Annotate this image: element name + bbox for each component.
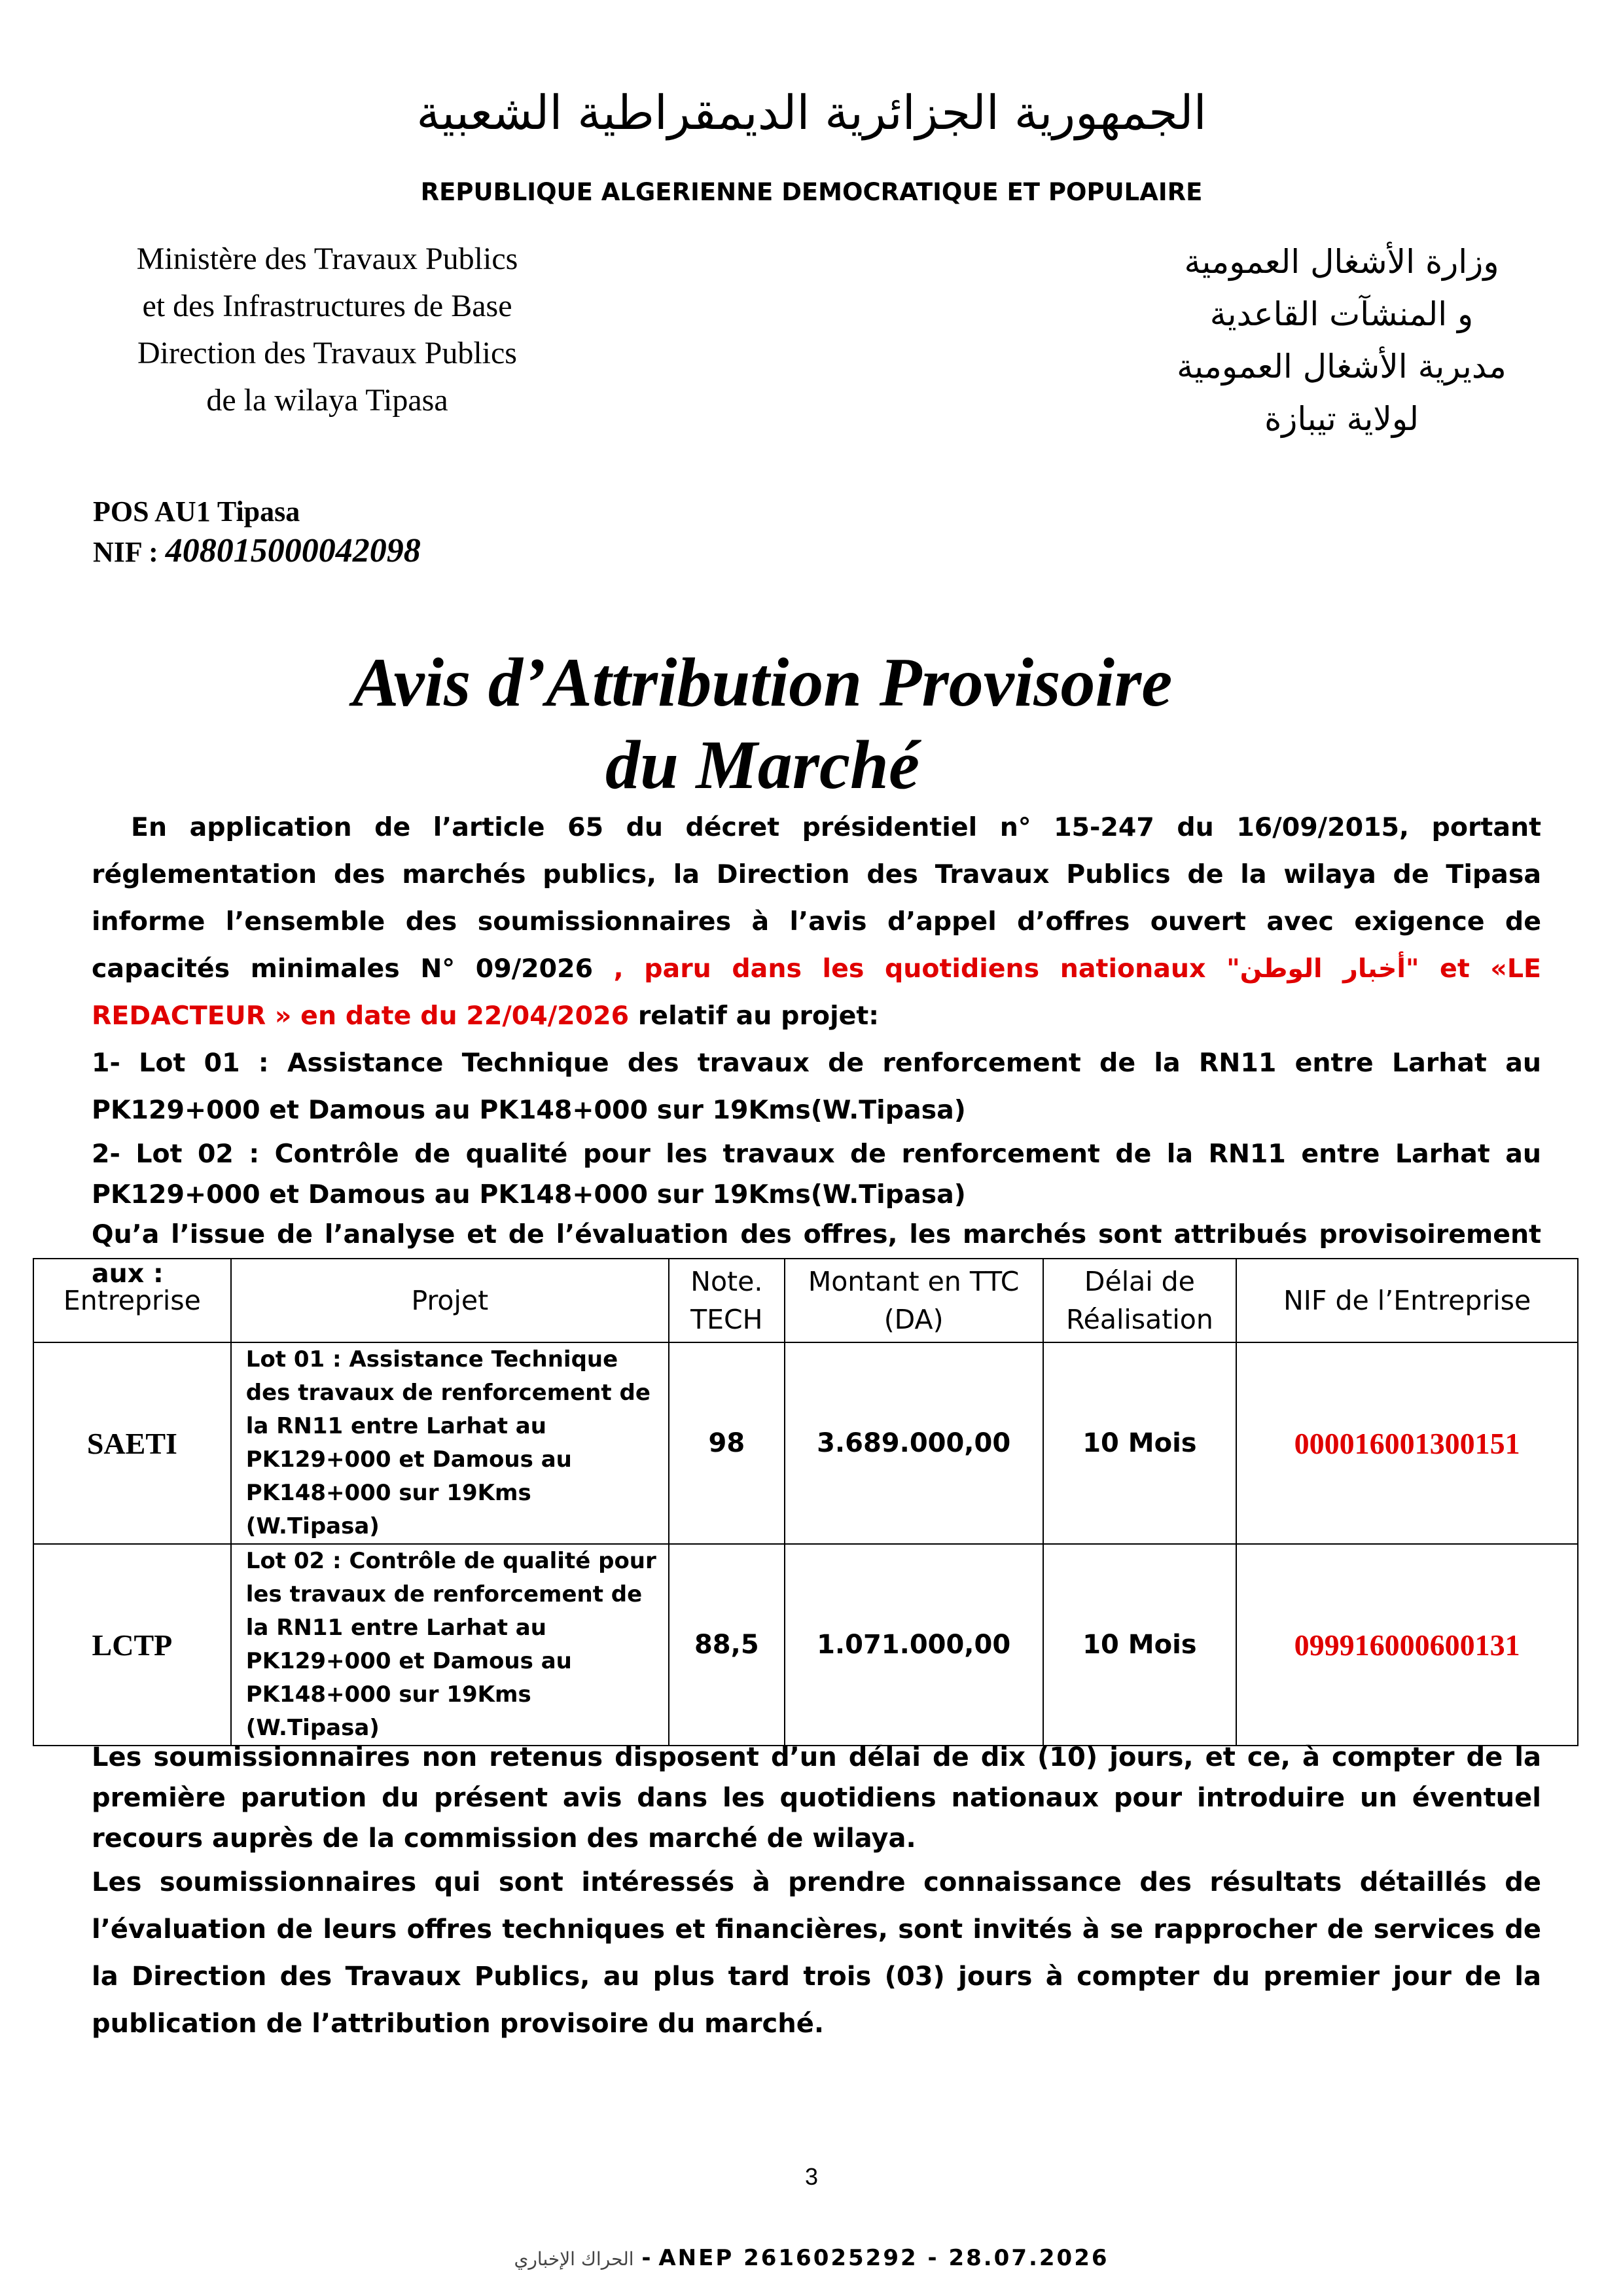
cell-delai: 10 Mois: [1043, 1342, 1237, 1544]
header-delai-line: Délai de: [1084, 1266, 1195, 1297]
ministry-ar-line: لولاية تيبازة: [1264, 400, 1419, 438]
header-montant-line: Montant en TTC: [808, 1266, 1020, 1297]
cell-nif: 000016001300151: [1236, 1342, 1578, 1544]
nif-value: 408015000042098: [165, 532, 421, 569]
ministry-ar-line: وزارة الأشغال العمومية: [1184, 243, 1499, 281]
arabic-republic-heading: الجمهورية الجزائرية الديمقراطية الشعبية: [416, 85, 1207, 140]
intro-publication-red: , paru dans les quotidiens nationaux "أخبار الوطن" et «LE REDACTEUR » en date du 22/04/2026: [92, 954, 1541, 1031]
newspaper-name: الحراك الإخباري: [514, 2248, 634, 2270]
ministry-block-french: [98, 236, 556, 424]
cell-montant: 3.689.000,00: [785, 1342, 1043, 1544]
cell-delai: 10 Mois: [1043, 1544, 1237, 1746]
intro-part-3: relatif au projet:: [629, 1001, 880, 1031]
document-title: [0, 641, 1525, 806]
closing-paragraph-2: Les soumissionnaires qui sont intéressés à prendre connaissance des résultats détaillés de l’évaluation de leurs offres techniques et financières, sont invités à se rapprocher de services de la Direction des Travaux Publics, au plus tard trois (03) jours à compter du premier jour de la publication de l’attribution provisoire du marché.: [92, 1867, 1541, 2039]
header-nif: NIF de l’Entreprise: [1236, 1259, 1578, 1342]
pos-nif-block: [93, 492, 421, 572]
intro-text: [92, 804, 1541, 1293]
closing-text: [92, 1737, 1541, 2047]
closing-paragraph-1: Les soumissionnaires non retenus disposent d’un délai de dix (10) jours, et ce, à compter de la première parution du présent avis dans les quotidiens nationaux pour introduire un éventuel recours auprès de la commission des marché de wilaya.: [92, 1742, 1541, 1854]
header-projet: Projet: [231, 1259, 669, 1342]
header-note-line: TECH: [690, 1304, 763, 1335]
header-montant: [785, 1259, 1043, 1342]
intro-part-1: En application de l’article 65 du décret présidentiel n° 15-247 du 16/09/2015, portant réglementation des marchés publics, la Direction des Travaux Publics de la wilaya de Tipasa informe l’ensemble des soumissionnaires à l’avis d’appel d’offres ouvert avec exigence de capacités minimales N° 09/2026: [92, 812, 1541, 984]
ministry-fr-line: Ministère des Travaux Publics: [136, 242, 518, 276]
lot-2-line: 2- Lot 02 : Contrôle de qualité pour les travaux de renforcement de la RN11 entre Larhat au PK129+000 et Damous au PK148+000 sur 19Kms(W.Tipasa): [92, 1139, 1541, 1210]
header-montant-line: (DA): [883, 1304, 944, 1335]
nif-label: NIF :: [93, 536, 166, 568]
cell-entreprise: SAETI: [33, 1342, 231, 1544]
anep-code: - ANEP 2616025292 - 28.07.2026: [633, 2245, 1109, 2271]
header-delai: [1043, 1259, 1237, 1342]
table-header-row: [33, 1259, 1578, 1342]
cell-montant: 1.071.000,00: [785, 1544, 1043, 1746]
ministry-fr-line: Direction des Travaux Publics: [137, 336, 517, 370]
page-number: 3: [804, 2163, 819, 2190]
header-note: [669, 1259, 785, 1342]
cell-projet: Lot 02 : Contrôle de qualité pour les travaux de renforcement de la RN11 entre Larhat au PK129+000 et Damous au PK148+000 sur 19Kms (W.Tipasa): [231, 1544, 669, 1746]
header-entreprise: Entreprise: [33, 1259, 231, 1342]
cell-nif: 099916000600131: [1236, 1544, 1578, 1746]
ministry-ar-line: و المنشآت القاعدية: [1209, 295, 1474, 333]
cell-note: 98: [669, 1342, 785, 1544]
nif-line: [93, 531, 421, 572]
cell-entreprise: LCTP: [33, 1544, 231, 1746]
table-row: [33, 1342, 1578, 1544]
ministry-fr-line: et des Infrastructures de Base: [142, 289, 512, 323]
table-row: [33, 1544, 1578, 1746]
header-delai-line: Réalisation: [1066, 1304, 1213, 1335]
ministry-fr-line: de la wilaya Tipasa: [206, 383, 448, 418]
anep-footer: [0, 2245, 1623, 2271]
attribution-lead: Qu’a l’issue de l’analyse et de l’évaluation des offres, les marchés sont attribués provisoirement aux :: [92, 1219, 1541, 1289]
ministry-ar-line: مديرية الأشغال العمومية: [1177, 348, 1507, 386]
cell-note: 88,5: [669, 1544, 785, 1746]
french-republic-heading: REPUBLIQUE ALGERIENNE DEMOCRATIQUE ET POPULAIRE: [420, 178, 1203, 206]
title-line-2: du Marché: [605, 726, 919, 803]
intro-paragraph: [92, 804, 1541, 1039]
attribution-table: [33, 1258, 1578, 1746]
title-line-1: Avis d’Attribution Provisoire: [352, 644, 1173, 721]
cell-projet: Lot 01 : Assistance Technique des travaux de renforcement de la RN11 entre Larhat au PK129+000 et Damous au PK148+000 sur 19Kms (W.Tipasa): [231, 1342, 669, 1544]
lot-1-line: 1- Lot 01 : Assistance Technique des travaux de renforcement de la RN11 entre Larhat au PK129+000 et Damous au PK148+000 sur 19Kms(W.Tipasa): [92, 1048, 1541, 1125]
pos-label: POS AU1 Tipasa: [93, 495, 300, 528]
header-note-line: Note.: [690, 1266, 763, 1297]
ministry-block-arabic: [1113, 236, 1571, 445]
